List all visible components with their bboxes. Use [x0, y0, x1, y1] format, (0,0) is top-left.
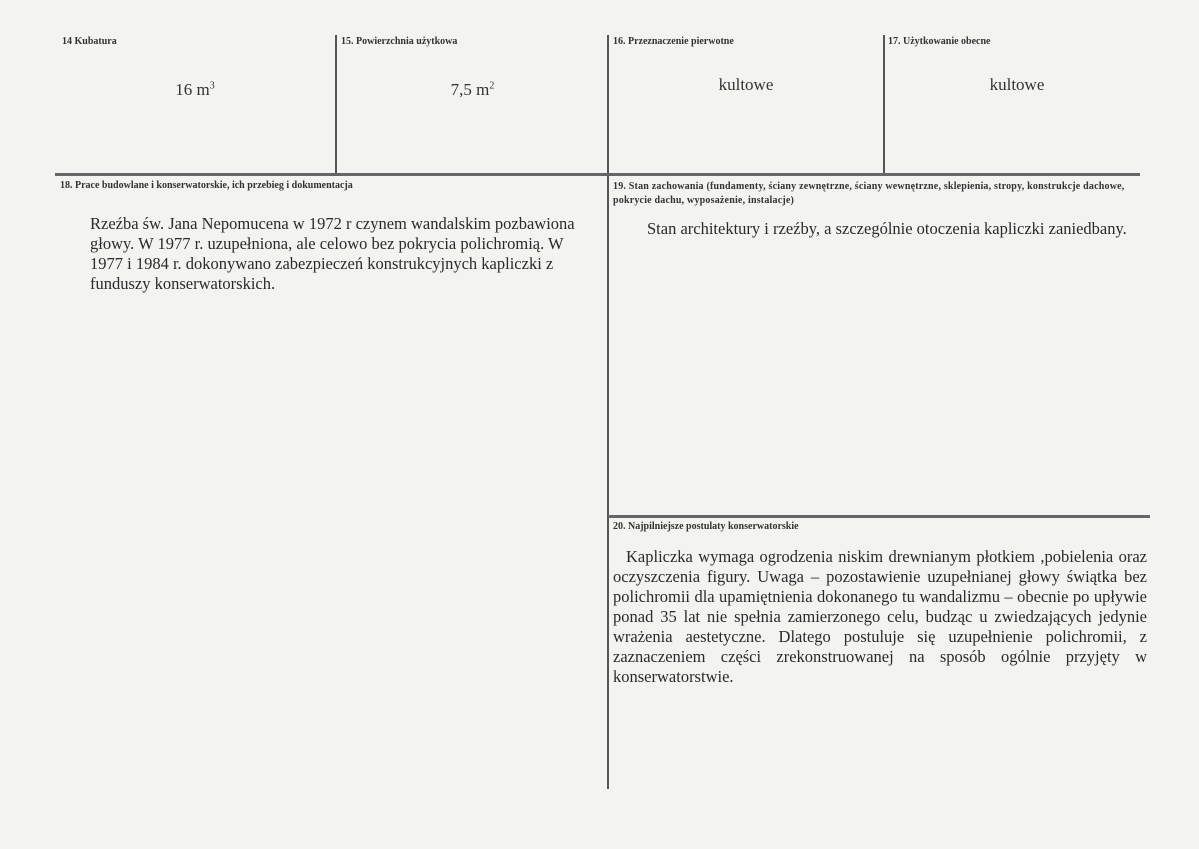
field-17-value: kultowe — [989, 75, 1045, 94]
field-14-value — [60, 80, 330, 100]
field-20-label: 20. Najpilniejsze postulaty konserwatorskie — [613, 521, 799, 532]
divider — [607, 35, 609, 789]
field-14-label: 14 Kubatura — [62, 36, 117, 47]
divider — [335, 35, 337, 175]
field-16-label: 16. Przeznaczenie pierwotne — [613, 36, 734, 47]
field-18-text: Rzeźba św. Jana Nepomucena w 1972 r czynem wandalskim pozbawiona głowy. W 1977 r. uzupełniona, ale celowo bez pokrycia polichromią. W 1977 i 1984 r. dokonywano zabezpieczeń konstrukcyjnych kapliczki z funduszy konserwatorskich. — [90, 214, 575, 293]
field-15-value — [340, 80, 605, 100]
divider — [55, 173, 1140, 176]
field-18-label: 18. Prace budowlane i konserwatorskie, ich przebieg i dokumentacja — [60, 180, 353, 191]
area-value: 7,5 m — [450, 80, 490, 99]
divider — [608, 515, 1150, 518]
unit-exponent: 3 — [209, 80, 215, 92]
field-19-text: Stan architektury i rzeźby, a szczególnie otoczenia kapliczki zaniedbany. — [647, 219, 1127, 238]
unit-exponent: 2 — [489, 80, 495, 92]
divider — [883, 35, 885, 175]
field-20-text: Kapliczka wymaga ogrodzenia niskim drewnianym płotkiem ,pobielenia oraz oczyszczenia figury. Uwaga – pozostawienie uzupełnianej głowy świątka bez polichromii dla upamiętnienia dokonanego tu wandalizmu – obecnie po upływie ponad 35 lat nie spełnia zamierzonego celu, budząc u zwiedzających jedynie wrażenia aestetyczne. Dlatego postuluje się uzupełnienie polichromii, z zaznaczeniem części zrekonstruowanej na sposób ogólnie przyjęty w konserwatorstwie. — [613, 547, 1147, 686]
cubature-value: 16 m — [175, 80, 210, 99]
field-19-label: 19. Stan zachowania (fundamenty, ściany zewnętrzne, ściany wewnętrzne, sklepienia, stropy, konstrukcje dachowe, pokrycie dachu, wyposażenie, instalacje) — [613, 181, 1125, 206]
field-17-label: 17. Użytkowanie obecne — [888, 36, 991, 47]
field-15-label: 15. Powierzchnia użytkowa — [341, 36, 458, 47]
field-16-value: kultowe — [718, 75, 774, 94]
